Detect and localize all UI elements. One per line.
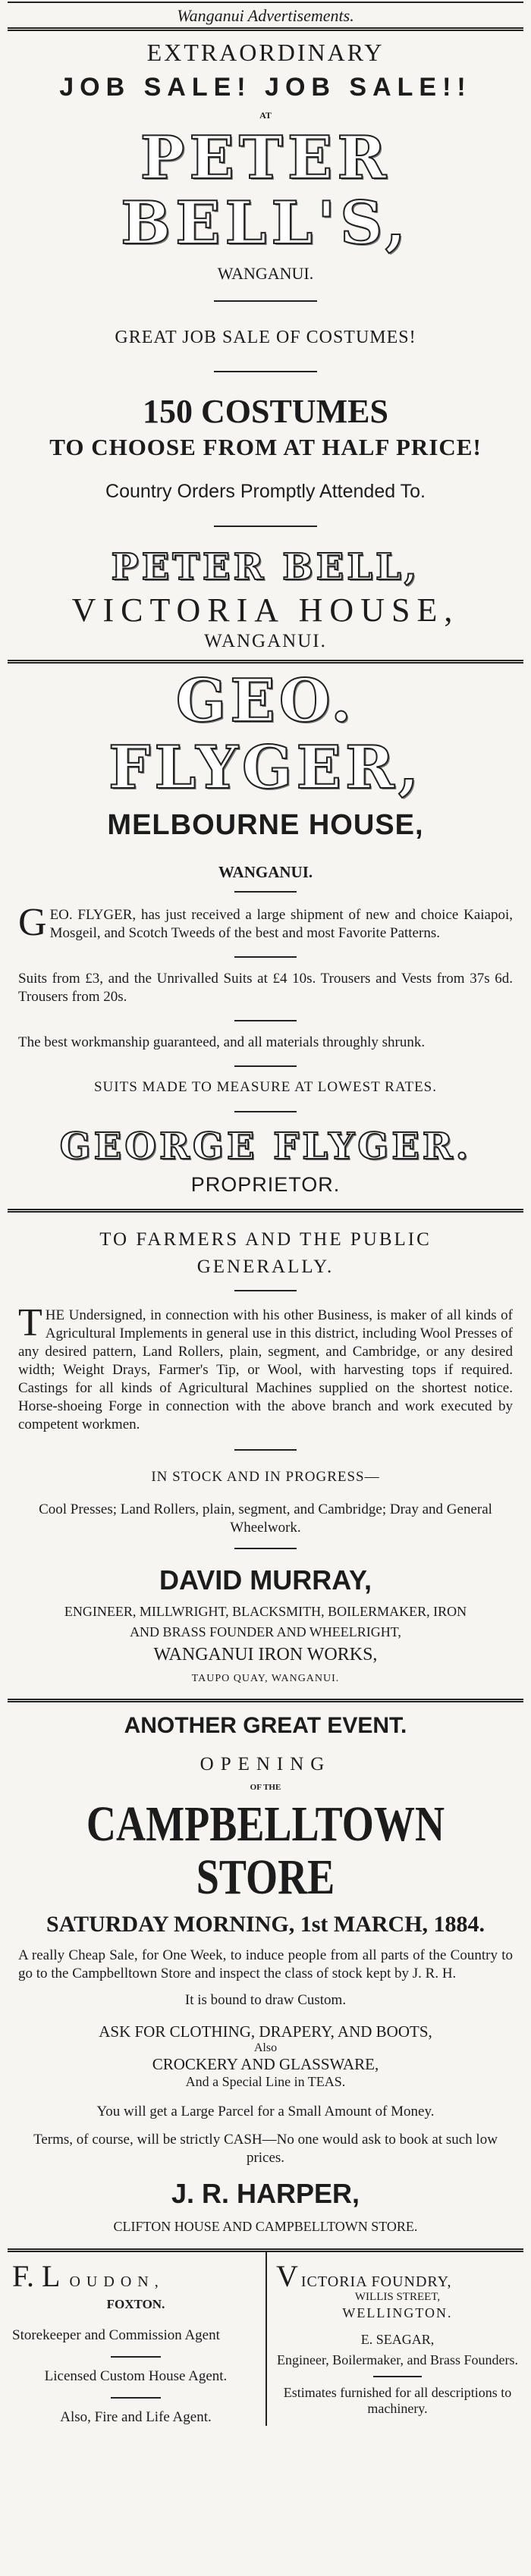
bell-signature: PETER BELL,: [111, 546, 420, 588]
murray-divider-1: [234, 1290, 297, 1291]
harper-line-2: Also: [253, 2041, 278, 2054]
flyger-para-2: Suits from £3, and the Unrivalled Suits at £4 10s. Trousers and Vests from 37s 6d. Trousers from 20s.: [18, 971, 513, 1005]
bell-divider-3: [214, 526, 317, 527]
harper-address: CLIFTON HOUSE AND CAMPBELLTOWN STORE.: [113, 2219, 418, 2234]
murray-address: TAUPO QUAY, WANGANUI.: [191, 1673, 340, 1684]
murray-trades-2: AND BRASS FOUNDER AND WHEELRIGHT,: [130, 1624, 401, 1639]
loudon-line-2: Licensed Custom House Agent.: [44, 2368, 228, 2384]
harper-opening: OPENING: [200, 1754, 331, 1774]
ad-jr-harper: [8, 1713, 523, 2235]
harper-para-3: You will get a Large Parcel for a Small Amount of Money.: [96, 2104, 435, 2119]
ad-david-murray: [8, 1229, 523, 1685]
seagar-line-2: Estimates furnished for all descriptions to machinery.: [283, 2385, 512, 2416]
flyger-para-3: The best workmanship guaranteed, and all materials throughly shrunk.: [18, 1034, 426, 1050]
ad-seagar: [266, 2252, 523, 2426]
murray-works: WANGANUI IRON WORKS,: [153, 1645, 378, 1665]
bell-orders: Country Orders Promptly Attended To.: [105, 481, 426, 502]
seagar-drop: V: [276, 2259, 298, 2293]
bell-at: AT: [259, 110, 272, 121]
section-rule-3: [8, 1699, 523, 1702]
murray-head-2: GENERALLY.: [196, 1257, 335, 1277]
flyger-role: PROPRIETOR.: [190, 1173, 341, 1196]
harper-para-4: Terms, of course, will be strictly CASH—No one would ask to book at such low prices.: [33, 2132, 498, 2166]
bell-count: 150 COSTUMES: [143, 393, 388, 430]
flyger-name: GEO. FLYGER,: [108, 667, 423, 802]
section-rule-1: [8, 660, 523, 664]
bell-divider-2: [214, 371, 317, 372]
seagar-title: [276, 2258, 519, 2294]
ad-peter-bell: [8, 39, 523, 652]
bell-town: WANGANUI.: [217, 264, 314, 283]
harper-para-1: A really Cheap Sale, for One Week, to induce people from all parts of the Country to go to the Campbelltown Store and inspect the class of stock kept by J. R. H.: [18, 1947, 513, 1981]
loudon-name: OUDON,: [69, 2273, 165, 2290]
harper-para-2: It is bound to draw Custom.: [184, 1992, 347, 2008]
loudon-line-1: Storekeeper and Commission Agent: [12, 2327, 220, 2343]
murray-head-1: TO FARMERS AND THE PUBLIC: [99, 1229, 432, 1250]
murray-trades-1: ENGINEER, MILLWRIGHT, BLACKSMITH, BOILERMAKER, IRON: [64, 1604, 467, 1619]
bell-price: TO CHOOSE FROM AT HALF PRICE!: [49, 434, 482, 460]
murray-stock: IN STOCK AND IN PROGRESS—: [151, 1469, 380, 1485]
loudon-divider-2: [111, 2397, 160, 2399]
bell-headline-2: JOB SALE! JOB SALE!!: [59, 73, 472, 102]
flyger-divider-2: [234, 956, 297, 958]
bell-headline-1: EXTRAORDINARY: [146, 39, 385, 66]
murray-para-1: [18, 1301, 513, 1434]
harper-line-1: ASK FOR CLOTHING, DRAPERY, AND BOOTS,: [99, 2022, 432, 2041]
bell-house: VICTORIA HOUSE,: [71, 591, 460, 629]
flyger-para-1: [18, 901, 513, 944]
section-rule-2: [8, 1209, 523, 1213]
murray-para-1-text: HE Undersigned, in connection with his other Business, is maker of all kinds of Agricultural Implements in general use in this district, including Wool Presses of any desired pattern, Land Rollers, plain, segment, and Cambridge, or any desired width; Weight Drays, Farmer's Tip, or Wool, with harvesting tops if required. Castings for all kinds of Agricultural Machines supplied on the shortest notice. Horse-shoeing Forge in connection with the above branch and work executed by competent workmen.: [18, 1307, 513, 1432]
murray-drop-cap: T: [18, 1301, 42, 1344]
flyger-para-1-text: EO. FLYGER, has just received a large shipment of new and choice Kaiapoi, Mosgeil, and Scotch Tweeds of the best and most Favorite Patterns.: [49, 907, 513, 941]
seagar-owner: E. SEAGAR,: [360, 2332, 435, 2347]
seagar-line-1: Engineer, Boilermaker, and Brass Founders.: [277, 2352, 518, 2367]
bottom-columns: [8, 2252, 523, 2426]
loudon-town: FOXTON.: [106, 2297, 165, 2311]
flyger-divider-3: [234, 1020, 297, 1021]
flyger-house: MELBOURNE HOUSE,: [107, 809, 424, 841]
harper-event: ANOTHER GREAT EVENT.: [124, 1713, 407, 1738]
flyger-divider-4: [234, 1065, 297, 1067]
page-header: Wanganui Advertisements.: [177, 6, 354, 25]
flyger-signature: GEORGE FLYGER.: [59, 1125, 472, 1168]
loudon-divider-1: [111, 2356, 160, 2358]
harper-line-4: And a Special Line in TEAS.: [185, 2074, 346, 2089]
ad-loudon: [8, 2252, 266, 2426]
harper-of-the: OF THE: [250, 1783, 281, 1792]
flyger-divider-5: [234, 1111, 297, 1112]
bell-divider-1: [214, 300, 317, 302]
harper-store: CAMPBELLTOWN STORE: [86, 1796, 445, 1905]
advertisement-page: [0, 2, 531, 2576]
murray-para-2: Cool Presses; Land Rollers, plain, segment, and Cambridge; Dray and General Wheelwork.: [39, 1501, 492, 1536]
loudon-drop: F. L: [12, 2259, 61, 2293]
bell-name: PETER BELL'S,: [121, 124, 410, 258]
seagar-town: WELLINGTON.: [342, 2305, 453, 2320]
loudon-title: [12, 2258, 259, 2294]
murray-divider-2: [234, 1449, 297, 1451]
seagar-divider: [373, 2376, 422, 2377]
seagar-name: ICTORIA FOUNDRY,: [300, 2273, 452, 2290]
flyger-divider-1: [234, 891, 297, 893]
harper-date: SATURDAY MORNING, 1st MARCH, 1884.: [46, 1912, 485, 1937]
seagar-street: WILLIS STREET,: [354, 2291, 441, 2303]
harper-name: J. R. HARPER,: [171, 2178, 360, 2209]
loudon-line-3: Also, Fire and Life Agent.: [60, 2409, 212, 2425]
harper-line-3: CROCKERY AND GLASSWARE,: [152, 2055, 379, 2073]
flyger-drop-cap: G: [18, 901, 47, 944]
murray-name: DAVID MURRAY,: [159, 1564, 372, 1595]
harper-store-line: [8, 1798, 523, 1904]
ad-geo-flyger: [8, 668, 523, 1197]
murray-divider-3: [234, 1548, 297, 1549]
flyger-para-4: SUITS MADE TO MEASURE AT LOWEST RATES.: [93, 1079, 437, 1095]
bell-sig-town: WANGANUI.: [204, 631, 327, 651]
header-rule: [8, 27, 523, 31]
flyger-town: WANGANUI.: [218, 863, 313, 881]
bell-sale: GREAT JOB SALE OF COSTUMES!: [115, 328, 416, 347]
